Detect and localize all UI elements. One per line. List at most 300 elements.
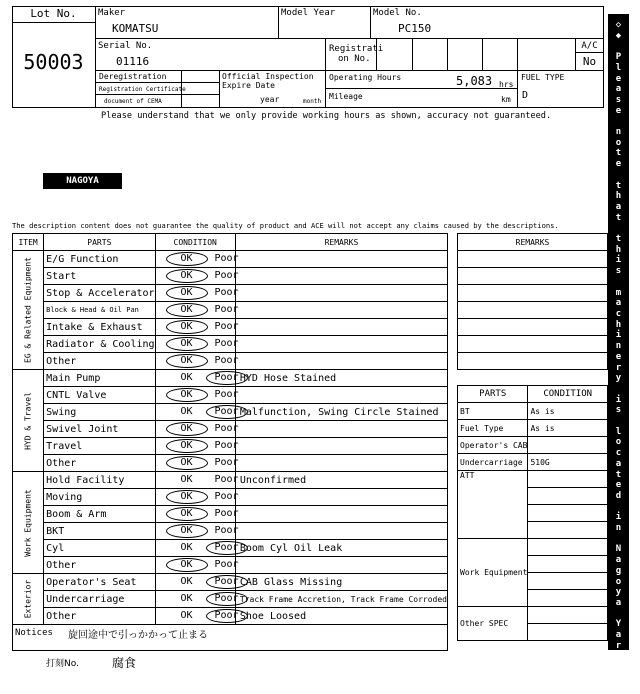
att-cell xyxy=(528,522,608,539)
ac-label: A/C xyxy=(581,41,598,51)
poor-option: Poor xyxy=(214,355,239,366)
condition-header: CONDITION xyxy=(155,234,235,251)
serial-value: 01116 xyxy=(116,55,150,68)
remarks-blank-cell xyxy=(458,302,608,319)
poor-option: Poor xyxy=(214,270,239,281)
side-note-char: a xyxy=(615,84,622,95)
part-name: CNTL Valve xyxy=(44,387,155,404)
notices-text: 旋回途中で引っかかって止まる xyxy=(68,630,208,641)
table-row xyxy=(13,455,448,472)
remark-cell xyxy=(235,387,447,404)
side-note-char: a xyxy=(615,555,622,566)
table-row xyxy=(13,421,448,438)
side-note-char: t xyxy=(615,212,622,223)
side-row xyxy=(458,420,608,437)
ok-circled: OK xyxy=(166,439,208,453)
side-note-char: P xyxy=(615,52,622,63)
condition-cell xyxy=(155,353,239,370)
side-part: Operator's CAB xyxy=(458,437,528,454)
table-row xyxy=(13,608,448,625)
other-spec-cell xyxy=(528,624,608,641)
month-label: month xyxy=(303,98,322,105)
remark-cell: Shoe Loosed xyxy=(235,608,447,625)
side-note-char xyxy=(608,662,629,673)
work-equipment-cell xyxy=(528,590,608,607)
side-note-char: ◆ xyxy=(615,672,622,683)
remark-cell: CAB Glass Missing xyxy=(235,574,447,591)
side-note-char xyxy=(608,609,629,620)
table-row xyxy=(13,251,448,268)
poor-option: Poor xyxy=(214,304,239,315)
condition-cell xyxy=(155,455,239,472)
side-note-char: e xyxy=(615,351,622,362)
inspection-label-1: Official Inspection xyxy=(222,72,314,81)
remark-cell xyxy=(235,489,447,506)
work-equipment-row xyxy=(458,539,608,556)
model-no-label: Model No. xyxy=(373,8,422,18)
remark-cell: Track Frame Accretion, Track Frame Corroded xyxy=(235,591,447,608)
remarks-blank-row xyxy=(458,285,608,302)
ok-circled: OK xyxy=(166,320,208,334)
registration-certificate-label: Registration Certificate xyxy=(99,86,186,93)
side-note-char: r xyxy=(615,640,622,651)
remark-cell xyxy=(235,421,447,438)
remark-cell xyxy=(235,523,447,540)
location-badge: NAGOYA xyxy=(43,173,122,189)
condition-cell xyxy=(155,557,239,574)
side-note-char: ◇ xyxy=(615,20,622,30)
side-note-char: s xyxy=(615,405,622,416)
side-note-char: m xyxy=(615,287,622,298)
item-group-cell xyxy=(13,472,44,574)
other-spec-label: Other SPEC xyxy=(458,607,528,641)
work-equipment-cell xyxy=(528,556,608,573)
ok-option: OK xyxy=(180,372,193,383)
operating-hours-value: 5,083 xyxy=(456,74,493,88)
model-no-value: PC150 xyxy=(398,22,432,35)
remark-cell xyxy=(235,506,447,523)
divider xyxy=(95,6,96,108)
km-unit: km xyxy=(501,95,511,104)
side-note-char: i xyxy=(615,394,622,405)
part-name: BKT xyxy=(44,523,155,540)
lot-number: 50003 xyxy=(23,50,84,74)
poor-circled: Poor xyxy=(206,405,248,419)
side-note-char: ◇ xyxy=(615,683,622,694)
condition-cell xyxy=(155,574,239,591)
side-row xyxy=(458,437,608,454)
condition-cell xyxy=(155,268,239,285)
ok-circled: OK xyxy=(166,388,208,402)
table-row xyxy=(13,302,448,319)
inspection-label-2: Expire Date xyxy=(222,81,275,90)
side-condition: As is xyxy=(528,420,608,437)
table-row xyxy=(13,472,448,489)
table-row xyxy=(13,557,448,574)
side-note-char: a xyxy=(615,458,622,469)
att-cell xyxy=(528,471,608,488)
part-name: Moving xyxy=(44,489,155,506)
table-row xyxy=(13,336,448,353)
divider xyxy=(95,94,219,95)
table-row xyxy=(13,438,448,455)
side-note-char: a xyxy=(615,201,622,212)
table-header-row xyxy=(13,234,448,251)
divider xyxy=(370,6,371,38)
ok-circled: OK xyxy=(166,354,208,368)
deregistration-label: Deregistration xyxy=(99,72,167,81)
remark-cell xyxy=(235,557,447,574)
side-note-char: i xyxy=(615,255,622,266)
poor-circled: Poor xyxy=(206,575,248,589)
item-group-label: Exterior xyxy=(23,579,33,619)
poor-circled: Poor xyxy=(206,609,248,623)
remark-cell xyxy=(235,251,447,268)
remark-cell: HYD Hose Stained xyxy=(235,370,447,387)
item-group-label: Work Equipment xyxy=(23,488,33,557)
hours-notice: Please understand that we only provide working hours as shown, accuracy not guaranteed. xyxy=(101,111,552,121)
other-spec-cell xyxy=(528,607,608,624)
side-note-char: h xyxy=(615,244,622,255)
side-note-char xyxy=(608,277,629,288)
work-equipment-cell xyxy=(528,539,608,556)
poor-option: Poor xyxy=(214,440,239,451)
part-name: Hold Facility xyxy=(44,472,155,489)
mileage-label: Mileage xyxy=(329,92,363,101)
ok-circled: OK xyxy=(166,422,208,436)
table-row xyxy=(13,540,448,557)
remark-cell: Malfunction, Swing Circle Stained xyxy=(235,404,447,421)
side-note-char: Y xyxy=(615,619,622,630)
divider xyxy=(95,38,604,39)
remarks-blank-row xyxy=(458,302,608,319)
table-row xyxy=(13,591,448,608)
side-note-char: d xyxy=(615,651,622,662)
divider xyxy=(447,38,448,70)
work-equipment-label: Work Equipment xyxy=(458,539,528,607)
condition-cell xyxy=(155,336,239,353)
side-note-char: n xyxy=(615,523,622,534)
side-note-char: l xyxy=(615,62,622,73)
ok-circled: OK xyxy=(166,286,208,300)
table-row xyxy=(13,506,448,523)
cema-label: document of CEMA xyxy=(104,98,162,105)
att-row xyxy=(458,471,608,488)
maker-label: Maker xyxy=(98,8,126,18)
side-part: BT xyxy=(458,403,528,420)
remarks-blank-cell xyxy=(458,336,608,353)
registration-label-1: Registrati xyxy=(329,44,384,54)
ok-option: OK xyxy=(180,610,193,621)
ok-circled: OK xyxy=(166,507,208,521)
divider xyxy=(219,70,220,108)
side-note-char xyxy=(608,384,629,395)
side-condition: 510G xyxy=(528,454,608,471)
att-cell xyxy=(528,488,608,505)
side-note-char: t xyxy=(615,234,622,245)
side-note-char: d xyxy=(615,490,622,501)
side-note-char: r xyxy=(615,362,622,373)
condition-cell xyxy=(155,285,239,302)
side-note-char: s xyxy=(615,94,622,105)
remark-cell xyxy=(235,285,447,302)
location-side-banner xyxy=(608,14,629,694)
ok-option: OK xyxy=(180,474,193,485)
ok-circled: OK xyxy=(166,252,208,266)
ok-circled: OK xyxy=(166,303,208,317)
item-group-cell xyxy=(13,574,44,625)
lot-label: Lot No. xyxy=(30,7,77,20)
table-row xyxy=(13,285,448,302)
maker-value: KOMATSU xyxy=(112,22,159,35)
side-note-char: o xyxy=(615,437,622,448)
table-row xyxy=(13,404,448,421)
condition-cell xyxy=(155,302,239,319)
side-note-char: N xyxy=(615,544,622,555)
table-row xyxy=(13,353,448,370)
remarks-blank-cell xyxy=(458,285,608,302)
remark-cell: Unconfirmed xyxy=(235,472,447,489)
side-note-char: e xyxy=(615,105,622,116)
divider xyxy=(376,38,377,70)
condition-cell xyxy=(155,404,239,421)
notices-label: Notices xyxy=(15,628,53,638)
ok-option: OK xyxy=(180,542,193,553)
ok-option: OK xyxy=(180,593,193,604)
divider xyxy=(325,70,604,71)
remarks-side-header: REMARKS xyxy=(458,234,608,251)
side-row xyxy=(458,454,608,471)
poor-option: Poor xyxy=(214,508,239,519)
item-header: ITEM xyxy=(13,234,44,251)
poor-option: Poor xyxy=(214,253,239,264)
condition-cell xyxy=(155,489,239,506)
disclaimer: The description content does not guarantee the quality of product and ACE will not accept any claims caused by the descriptions. xyxy=(12,221,559,230)
condition-cell xyxy=(155,251,239,268)
ok-circled: OK xyxy=(166,269,208,283)
poor-option: Poor xyxy=(214,474,239,485)
table-row xyxy=(13,319,448,336)
poor-option: Poor xyxy=(214,457,239,468)
part-name: Swing xyxy=(44,404,155,421)
remark-cell xyxy=(235,353,447,370)
side-note-char: o xyxy=(615,137,622,148)
remarks-blank-row xyxy=(458,353,608,370)
side-note-char xyxy=(608,170,629,181)
side-note-char: c xyxy=(615,448,622,459)
side-note-char: o xyxy=(615,576,622,587)
divider xyxy=(325,38,326,108)
condition-cell xyxy=(155,506,239,523)
other-spec-row xyxy=(458,607,608,624)
fuel-type-label: FUEL TYPE xyxy=(521,73,565,82)
side-part: Undercarriage xyxy=(458,454,528,471)
remarks-blank-cell xyxy=(458,268,608,285)
item-group-cell xyxy=(13,370,44,472)
part-name: Start xyxy=(44,268,155,285)
side-note-char: i xyxy=(615,330,622,341)
remarks-blank-row xyxy=(458,319,608,336)
remarks-blank-cell xyxy=(458,353,608,370)
poor-option: Poor xyxy=(214,491,239,502)
side-condition xyxy=(528,437,608,454)
remarks-side-table xyxy=(457,233,608,370)
part-name: Boom & Arm xyxy=(44,506,155,523)
poor-option: Poor xyxy=(214,423,239,434)
part-name: Travel xyxy=(44,438,155,455)
table-row xyxy=(13,574,448,591)
poor-option: Poor xyxy=(214,559,239,570)
remark-cell xyxy=(235,336,447,353)
part-name: Swivel Joint xyxy=(44,421,155,438)
part-name: Other xyxy=(44,608,155,625)
poor-option: Poor xyxy=(214,321,239,332)
item-group-label: HYD & Travel xyxy=(23,391,33,450)
divider xyxy=(278,6,279,38)
poor-option: Poor xyxy=(214,525,239,536)
condition-cell xyxy=(155,591,239,608)
remarks-header: REMARKS xyxy=(235,234,447,251)
side-parts-header: PARTS xyxy=(458,386,528,403)
remarks-blank-row xyxy=(458,268,608,285)
side-row xyxy=(458,403,608,420)
part-name: Main Pump xyxy=(44,370,155,387)
side-part: Fuel Type xyxy=(458,420,528,437)
table-row xyxy=(13,523,448,540)
remarks-blank-row xyxy=(458,336,608,353)
poor-option: Poor xyxy=(214,389,239,400)
hrs-unit: hrs xyxy=(499,80,514,89)
divider xyxy=(412,38,413,70)
ok-option: OK xyxy=(180,406,193,417)
part-name: Other xyxy=(44,455,155,472)
side-condition-header: CONDITION xyxy=(528,386,608,403)
side-note-char: s xyxy=(615,266,622,277)
side-note-char xyxy=(608,116,629,127)
ok-circled: OK xyxy=(166,337,208,351)
year-label: year xyxy=(260,95,280,104)
table-row xyxy=(13,370,448,387)
part-name: Other xyxy=(44,557,155,574)
stamp-value: 腐食 xyxy=(112,656,137,670)
divider xyxy=(95,82,219,83)
remark-cell xyxy=(235,319,447,336)
condition-cell xyxy=(155,421,239,438)
remark-cell xyxy=(235,455,447,472)
part-name: Intake & Exhaust xyxy=(44,319,155,336)
side-note-char: n xyxy=(615,341,622,352)
side-note-char: e xyxy=(615,159,622,170)
att-cell xyxy=(528,505,608,522)
divider xyxy=(517,38,518,108)
poor-circled: Poor xyxy=(206,541,248,555)
poor-option: Poor xyxy=(214,287,239,298)
condition-cell xyxy=(155,540,239,557)
side-note-char: ◆ xyxy=(615,30,622,41)
poor-circled: Poor xyxy=(206,371,248,385)
ok-circled: OK xyxy=(166,456,208,470)
part-name: Block & Head & Oil Pan xyxy=(44,302,155,319)
side-note-char xyxy=(608,534,629,545)
part-name: Operator's Seat xyxy=(44,574,155,591)
remark-cell xyxy=(235,302,447,319)
remarks-blank-row xyxy=(458,251,608,268)
side-note-char: h xyxy=(615,319,622,330)
poor-circled: Poor xyxy=(206,592,248,606)
parts-condition-table xyxy=(457,385,608,641)
ac-value: No xyxy=(582,55,597,68)
divider xyxy=(325,88,517,89)
side-note-char: t xyxy=(615,180,622,191)
parts-header: PARTS xyxy=(44,234,155,251)
model-year-label: Model Year xyxy=(281,8,336,18)
remark-cell: Boom Cyl Oil Leak xyxy=(235,540,447,557)
condition-cell xyxy=(155,319,239,336)
divider xyxy=(95,70,325,71)
side-note-char: i xyxy=(615,512,622,523)
table-row xyxy=(13,387,448,404)
side-note-char xyxy=(608,41,629,52)
registration-label-2: on No. xyxy=(338,54,371,64)
operating-hours-label: Operating Hours xyxy=(329,73,402,82)
ok-option: OK xyxy=(180,576,193,587)
table-row xyxy=(13,489,448,506)
side-note-char: l xyxy=(615,426,622,437)
side-note-char xyxy=(608,416,629,427)
location-side-note xyxy=(608,20,629,694)
side-note-char: n xyxy=(615,127,622,138)
work-equipment-cell xyxy=(528,573,608,590)
side-note-char: t xyxy=(615,148,622,159)
part-name: Cyl xyxy=(44,540,155,557)
condition-cell xyxy=(155,438,239,455)
side-note-char: a xyxy=(615,298,622,309)
side-condition: As is xyxy=(528,403,608,420)
divider xyxy=(575,52,604,53)
side-note-char: a xyxy=(615,597,622,608)
item-group-cell xyxy=(13,251,44,370)
remark-cell xyxy=(235,268,447,285)
divider xyxy=(482,38,483,70)
part-name: Stop & Accelerator xyxy=(44,285,155,302)
part-name: Other xyxy=(44,353,155,370)
remarks-blank-cell xyxy=(458,319,608,336)
side-note-char: a xyxy=(615,630,622,641)
part-name: E/G Function xyxy=(44,251,155,268)
fuel-type-value: D xyxy=(522,90,529,101)
poor-option: Poor xyxy=(214,338,239,349)
ok-circled: OK xyxy=(166,524,208,538)
side-note-char: t xyxy=(615,469,622,480)
side-note-char: g xyxy=(615,565,622,576)
side-note-char: e xyxy=(615,480,622,491)
ok-circled: OK xyxy=(166,490,208,504)
serial-label: Serial No. xyxy=(98,41,153,51)
side-note-char xyxy=(608,223,629,234)
ok-circled: OK xyxy=(166,558,208,572)
side-note-char: c xyxy=(615,308,622,319)
stamp-label: 打刻No. xyxy=(46,659,79,669)
table-row xyxy=(13,268,448,285)
side-note-char: y xyxy=(615,373,622,384)
side-note-char: e xyxy=(615,73,622,84)
side-note-char: h xyxy=(615,191,622,202)
condition-cell xyxy=(155,608,239,625)
item-group-label: EG & Related Equipment xyxy=(23,257,33,363)
inspection-table xyxy=(12,233,448,625)
condition-cell xyxy=(155,387,239,404)
condition-cell xyxy=(155,370,239,387)
